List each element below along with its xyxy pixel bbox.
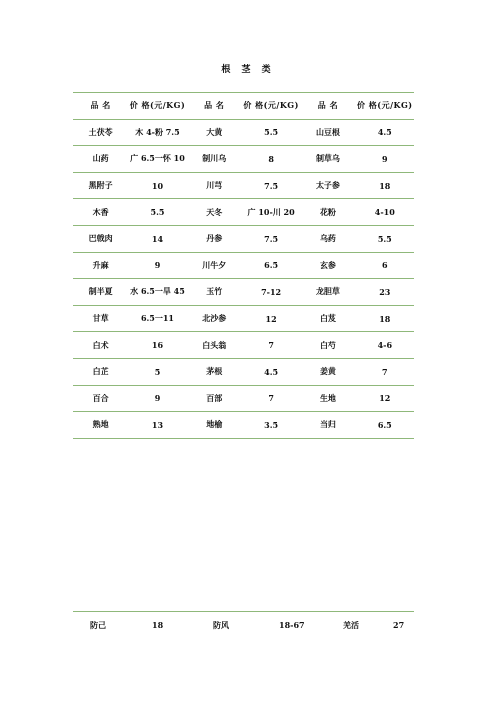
table-header-row xyxy=(73,93,414,120)
herb-price-cell: 4-6 xyxy=(356,332,414,359)
footer-divider xyxy=(73,611,414,612)
footer-price-2: 18-67 xyxy=(279,620,305,630)
table-row xyxy=(73,412,414,439)
herb-name-cell: 制半夏 xyxy=(73,279,128,306)
footer-row xyxy=(73,620,414,634)
herb-price-cell: 5.5 xyxy=(356,225,414,252)
herb-name-cell: 姜黄 xyxy=(300,358,355,385)
table-row xyxy=(73,279,414,306)
table-row xyxy=(73,172,414,199)
footer-price-1: 18 xyxy=(152,620,164,630)
header-name-1: 品 名 xyxy=(73,93,128,120)
herb-price-cell: 7.5 xyxy=(242,225,300,252)
page-title: 根 茎 类 xyxy=(221,65,275,75)
herb-name-cell: 白芷 xyxy=(73,358,128,385)
herb-price-cell: 23 xyxy=(356,279,414,306)
footer-price-3: 27 xyxy=(393,620,405,630)
herb-name-cell: 丹参 xyxy=(187,225,242,252)
herb-price-cell: 7-12 xyxy=(242,279,300,306)
herb-name-cell: 木香 xyxy=(73,199,128,226)
herb-price-cell: 6 xyxy=(356,252,414,279)
herb-price-cell: 7.5 xyxy=(242,172,300,199)
table-row xyxy=(73,358,414,385)
herb-price-cell: 9 xyxy=(128,252,186,279)
herb-price-cell: 3.5 xyxy=(242,412,300,439)
herb-price-cell: 5 xyxy=(128,358,186,385)
herb-price-cell: 4.5 xyxy=(356,119,414,146)
table-row xyxy=(73,305,414,332)
table-row xyxy=(73,332,414,359)
herb-name-cell: 巴戟肉 xyxy=(73,225,128,252)
herb-price-cell: 18 xyxy=(356,172,414,199)
herb-price-cell: 5.5 xyxy=(128,199,186,226)
herb-price-cell: 7 xyxy=(242,332,300,359)
header-price-2: 价 格(元/KG) xyxy=(242,93,300,120)
herb-name-cell: 升麻 xyxy=(73,252,128,279)
herb-price-cell: 7 xyxy=(242,385,300,412)
header-name-2: 品 名 xyxy=(187,93,242,120)
herb-name-cell: 百合 xyxy=(73,385,128,412)
herb-name-cell: 玄参 xyxy=(300,252,355,279)
header-price-3: 价 格(元/KG) xyxy=(356,93,414,120)
herb-price-cell: 13 xyxy=(128,412,186,439)
footer-name-3: 羌活 xyxy=(343,620,359,630)
herb-name-cell: 茅根 xyxy=(187,358,242,385)
herb-name-cell: 龙胆草 xyxy=(300,279,355,306)
herb-price-cell: 14 xyxy=(128,225,186,252)
table-row xyxy=(73,146,414,173)
herb-price-cell: 水 6.5一旱 45 xyxy=(128,279,186,306)
herb-name-cell: 花粉 xyxy=(300,199,355,226)
herb-name-cell: 太子参 xyxy=(300,172,355,199)
herb-price-cell: 12 xyxy=(356,385,414,412)
herb-name-cell: 甘草 xyxy=(73,305,128,332)
table-row xyxy=(73,252,414,279)
herb-name-cell: 山豆根 xyxy=(300,119,355,146)
header-name-3: 品 名 xyxy=(300,93,355,120)
herb-price-cell: 8 xyxy=(242,146,300,173)
herb-name-cell: 生地 xyxy=(300,385,355,412)
herb-price-cell: 5.5 xyxy=(242,119,300,146)
herb-price-cell: 12 xyxy=(242,305,300,332)
herb-name-cell: 黑附子 xyxy=(73,172,128,199)
herb-name-cell: 白芨 xyxy=(300,305,355,332)
table-row xyxy=(73,385,414,412)
herb-name-cell: 白术 xyxy=(73,332,128,359)
herb-name-cell: 地榆 xyxy=(187,412,242,439)
herb-name-cell: 乌药 xyxy=(300,225,355,252)
herb-price-cell: 16 xyxy=(128,332,186,359)
herb-price-cell: 18 xyxy=(356,305,414,332)
table-body xyxy=(73,119,414,438)
herb-name-cell: 制草乌 xyxy=(300,146,355,173)
herb-name-cell: 熟地 xyxy=(73,412,128,439)
table-row xyxy=(73,119,414,146)
footer-name-2: 防风 xyxy=(213,620,229,630)
herb-name-cell: 土茯苓 xyxy=(73,119,128,146)
herb-name-cell: 玉竹 xyxy=(187,279,242,306)
herb-price-cell: 广 6.5一怀 10 xyxy=(128,146,186,173)
herb-name-cell: 川芎 xyxy=(187,172,242,199)
herb-price-cell: 4.5 xyxy=(242,358,300,385)
herb-price-cell: 10 xyxy=(128,172,186,199)
table-row xyxy=(73,199,414,226)
herb-name-cell: 大黄 xyxy=(187,119,242,146)
herb-price-cell: 7 xyxy=(356,358,414,385)
herb-name-cell: 白芍 xyxy=(300,332,355,359)
herb-name-cell: 百部 xyxy=(187,385,242,412)
herb-name-cell: 当归 xyxy=(300,412,355,439)
herb-name-cell: 天冬 xyxy=(187,199,242,226)
herb-name-cell: 山药 xyxy=(73,146,128,173)
herb-name-cell: 川牛夕 xyxy=(187,252,242,279)
header-price-1: 价 格(元/KG) xyxy=(128,93,186,120)
herb-name-cell: 白头翁 xyxy=(187,332,242,359)
table-row xyxy=(73,225,414,252)
herb-name-cell: 北沙参 xyxy=(187,305,242,332)
herb-price-cell: 木 4-粉 7.5 xyxy=(128,119,186,146)
herb-price-cell: 广 10-川 20 xyxy=(242,199,300,226)
price-table xyxy=(73,92,414,439)
herb-price-cell: 6.5 xyxy=(242,252,300,279)
footer-name-1: 防己 xyxy=(90,620,106,630)
herb-name-cell: 制川乌 xyxy=(187,146,242,173)
herb-price-cell: 6.5一11 xyxy=(128,305,186,332)
herb-price-cell: 4-10 xyxy=(356,199,414,226)
herb-price-cell: 9 xyxy=(128,385,186,412)
herb-price-cell: 9 xyxy=(356,146,414,173)
herb-price-cell: 6.5 xyxy=(356,412,414,439)
